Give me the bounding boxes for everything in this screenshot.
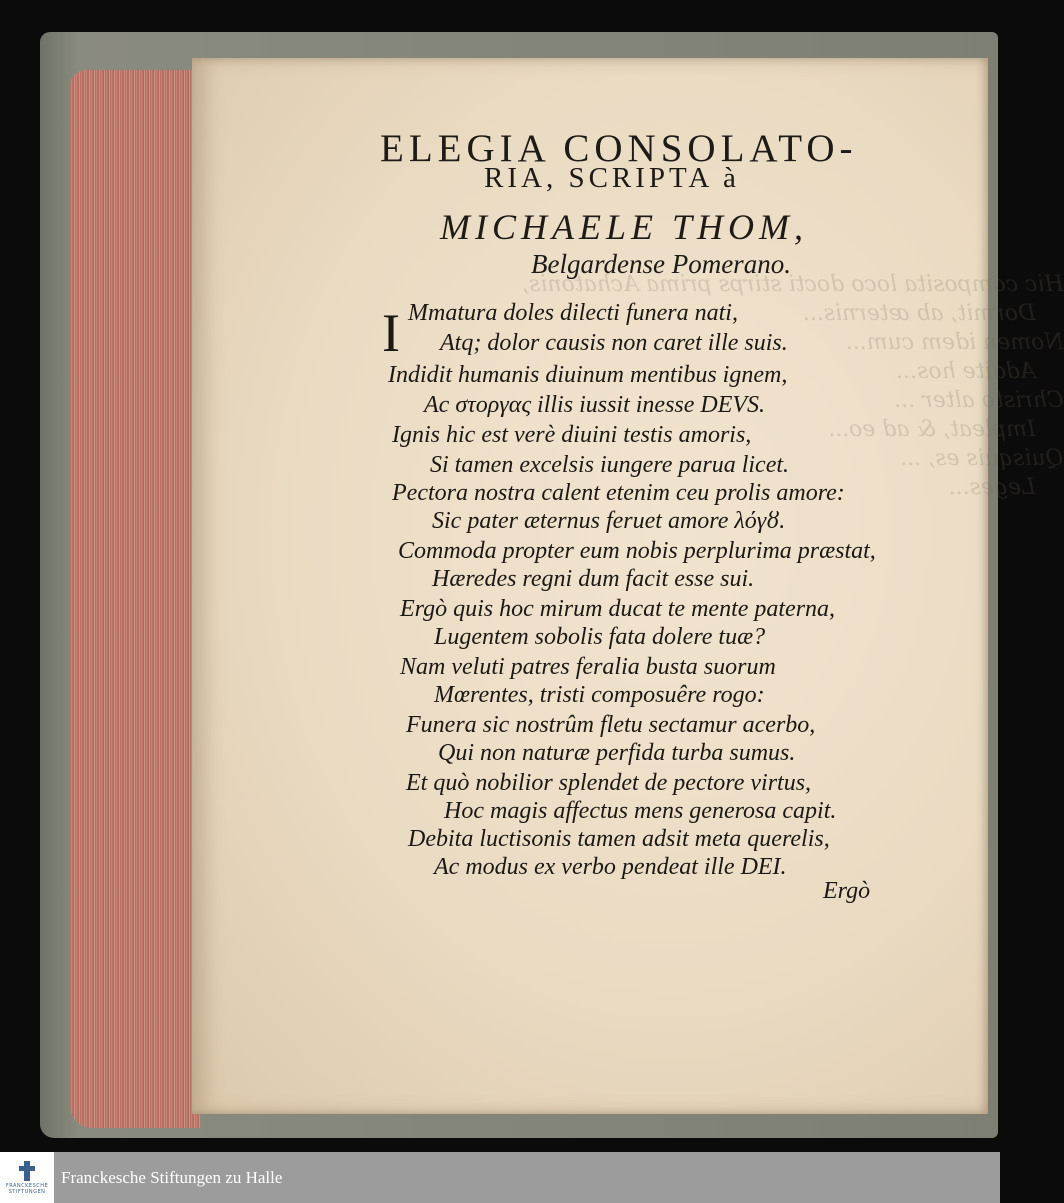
verse-line: Commoda propter eum nobis perplurima præstat, [398, 538, 876, 564]
verse-line: Atq; dolor causis non caret ille suis. [440, 330, 788, 356]
verse-line: Mmatura doles dilecti funera nati, [408, 300, 738, 326]
verse-line: Ac modus ex verbo pendeat ille DEI. [434, 854, 787, 880]
verse-line: Debita luctisonis tamen adsit meta querelis, [408, 826, 830, 852]
footer-bar [0, 1152, 1000, 1203]
verse-line: Hoc magis affectus mens generosa capit. [444, 798, 837, 824]
verse-line: Indidit humanis diuinum mentibus ignem, [388, 362, 788, 388]
institution-logo [0, 1152, 54, 1203]
cross-icon [19, 1161, 35, 1181]
institution-name: Franckesche Stiftungen zu Halle [61, 1167, 283, 1187]
verse-line: Sic pater æternus feruet amore λόγȣ. [432, 508, 786, 534]
verse-line: Pectora nostra calent etenim ceu prolis amore: [392, 480, 845, 506]
show-through-text: Hic composita loco docti stirps prima Achatonis, Dormit, ab æternis... Nomen idem cum... Addite hos... Christo alter ... Impleat, & ad eo... Quisquis es, ... Leges... [522, 272, 1064, 500]
verse-line: Si tamen excelsis iungere parua licet. [430, 452, 790, 478]
verse-line: Ergò quis hoc mirum ducat te mente paterna, [400, 596, 836, 622]
author-name: MICHAELE THOM, [440, 207, 808, 247]
verse-line: Mœrentes, tristi composuêre rogo: [434, 682, 765, 708]
catchword: Ergò [823, 878, 871, 904]
heading-line-1: ELEGIA CONSOLATO- [380, 127, 858, 170]
verse-line: Ignis hic est verè diuini testis amoris, [392, 422, 752, 448]
verse-line: Et quò nobilior splendet de pectore virtus, [406, 770, 812, 796]
verse-line: Lugentem sobolis fata dolere tuæ? [434, 624, 766, 650]
logo-text-line: FRANCKESCHE [5, 1182, 49, 1189]
verse-line: Hæredes regni dum facit esse sui. [432, 566, 755, 592]
verse-line: Ac στοργας illis iussit inesse DEVS. [424, 392, 766, 418]
author-origin: Belgardense Pomerano. [531, 249, 791, 279]
drop-cap: I [382, 303, 400, 363]
heading-line-2: RIA, SCRIPTA à [484, 162, 740, 194]
verse-line: Qui non naturæ perfida turba sumus. [438, 740, 796, 766]
logo-text-line: STIFTUNGEN [8, 1188, 46, 1195]
verse-line: Nam veluti patres feralia busta suorum [400, 654, 776, 680]
verse-line: Funera sic nostrûm fletu sectamur acerbo, [406, 712, 816, 738]
page-edges [70, 70, 200, 1128]
